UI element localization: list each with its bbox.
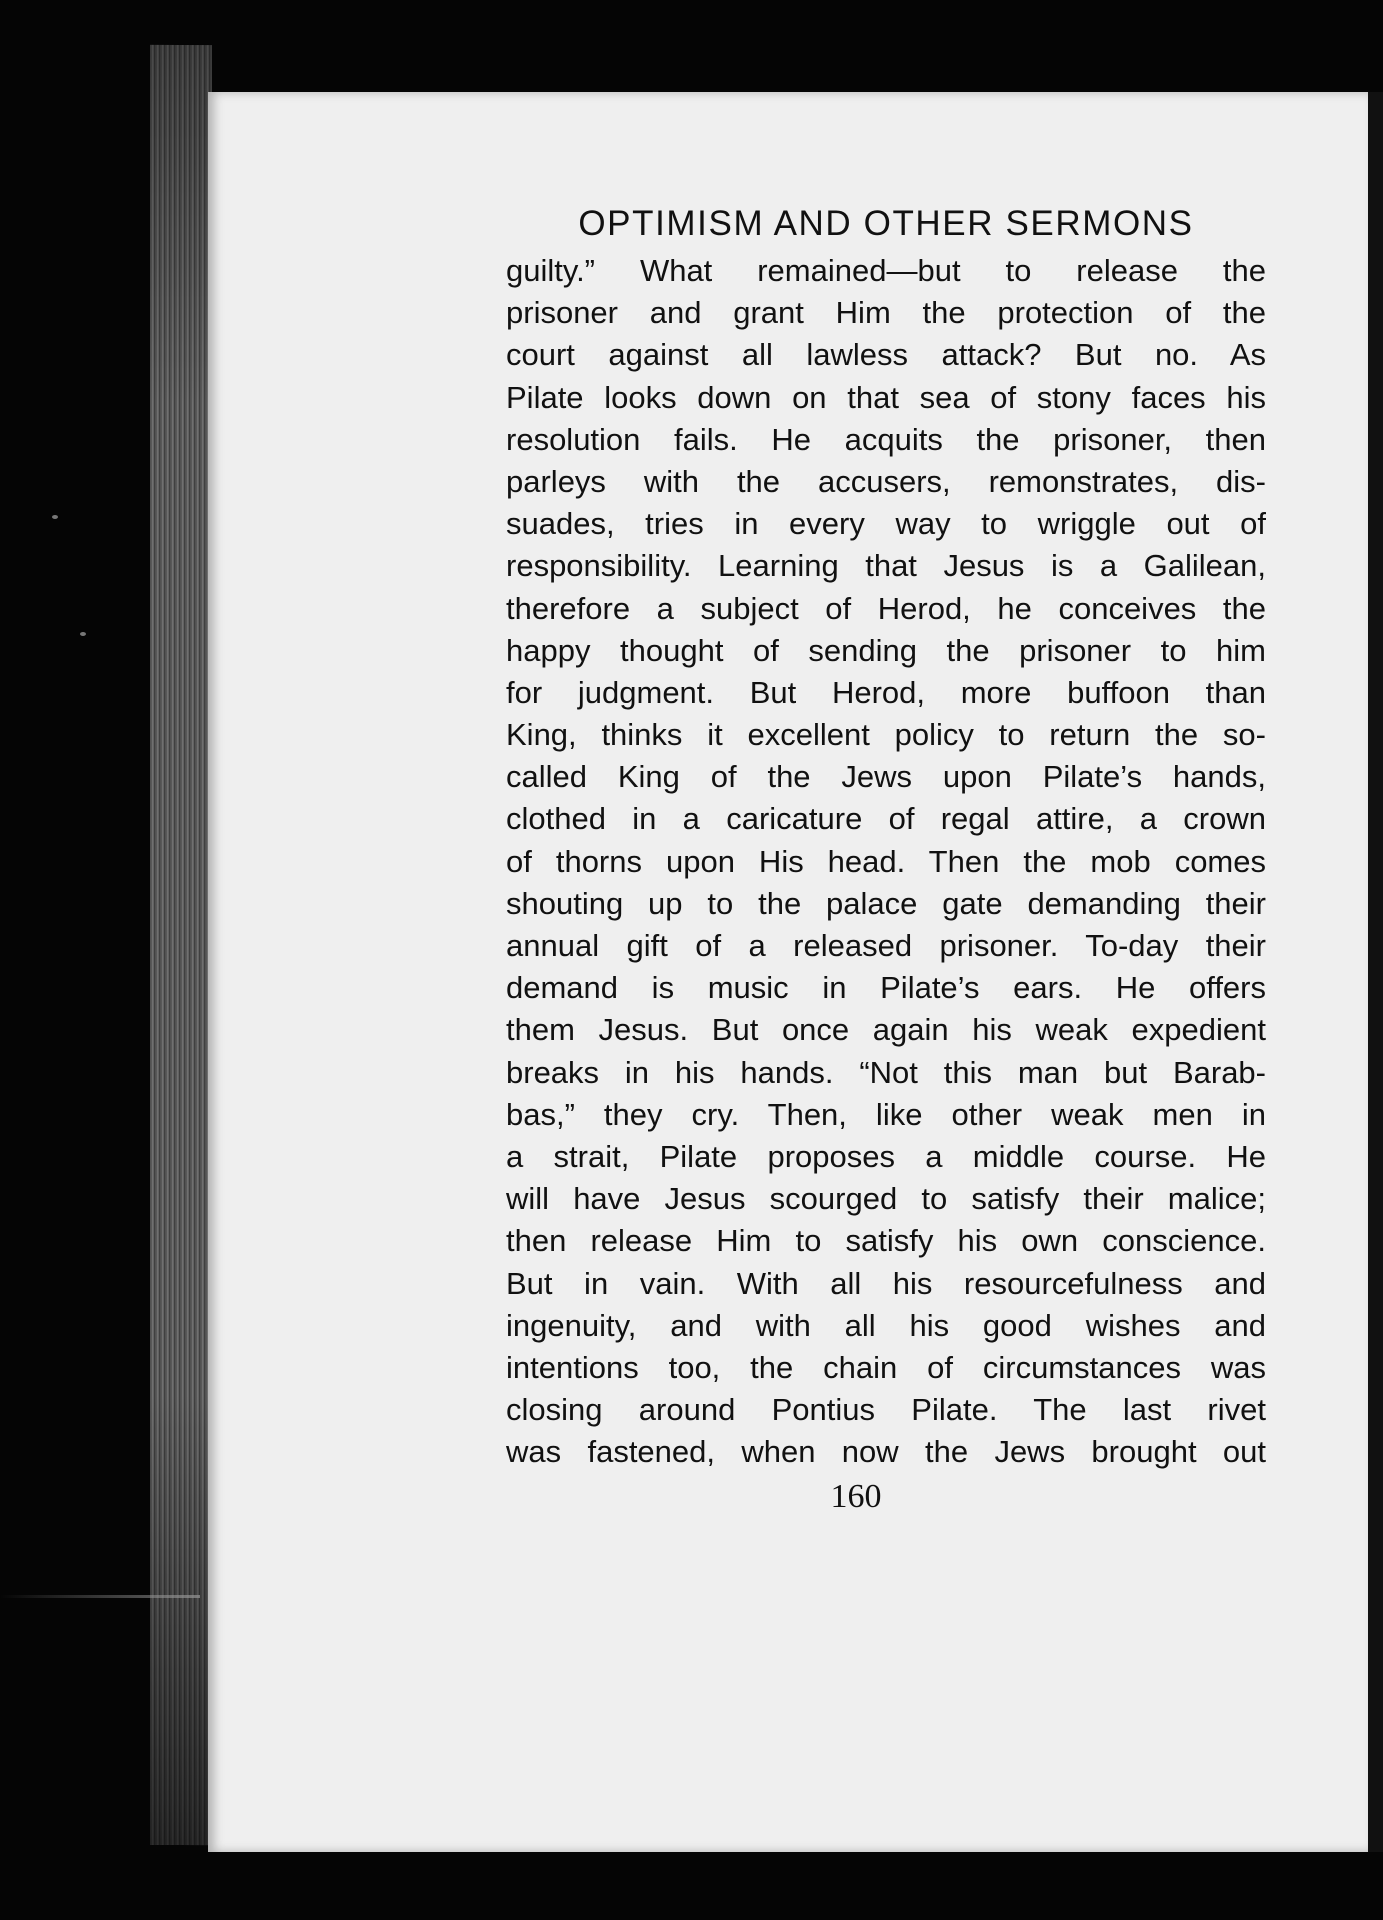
text-line: intentions too, the chain of circumstances was <box>506 1349 1266 1385</box>
text-line: guilty.” What remained—but to release the <box>506 253 1266 288</box>
text-line: King, thinks it excellent policy to return the so- <box>506 717 1266 753</box>
text-line: suades, tries in every way to wriggle out of <box>506 506 1266 542</box>
text-line: will have Jesus scourged to satisfy their malice; <box>506 1181 1266 1217</box>
page-number: 160 <box>830 1478 882 1516</box>
text-line: of thorns upon His head. Then the mob comes <box>506 843 1266 879</box>
text-line: parleys with the accusers, remonstrates, dis- <box>506 463 1266 499</box>
running-head: OPTIMISM AND OTHER SERMONS <box>578 204 1194 243</box>
text-line: clothed in a caricature of regal attire, a crown <box>506 801 1266 837</box>
text-line: shouting up to the palace gate demanding their <box>506 885 1266 921</box>
text-line: responsibility. Learning that Jesus is a Galilean, <box>506 548 1266 584</box>
page-right-edge <box>1368 92 1383 1852</box>
page-text <box>506 200 1266 1519</box>
text-line: them Jesus. But once again his weak expedient <box>506 1012 1266 1048</box>
scan-speck <box>80 632 86 636</box>
text-line: a strait, Pilate proposes a middle course. He <box>506 1138 1266 1174</box>
text-line: prisoner and grant Him the protection of the <box>506 295 1266 331</box>
text-line: demand is music in Pilate’s ears. He offers <box>506 970 1266 1006</box>
scan-artifact-line <box>0 1595 200 1598</box>
scan-speck <box>52 515 58 519</box>
text-line: annual gift of a released prisoner. To-day their <box>506 928 1266 963</box>
text-line: But in vain. With all his resourcefulness and <box>506 1265 1266 1301</box>
text-line: breaks in his hands. “Not this man but Barab- <box>506 1054 1266 1090</box>
text-line: bas,” they cry. Then, like other weak men in <box>506 1096 1266 1132</box>
text-line: Pilate looks down on that sea of stony faces his <box>506 379 1266 415</box>
text-line: court against all lawless attack? But no. As <box>506 337 1266 373</box>
text-line: happy thought of sending the prisoner to him <box>506 632 1266 668</box>
page-block-edge <box>150 45 212 1845</box>
text-line: called King of the Jews upon Pilate’s hands, <box>506 759 1266 795</box>
text-line: ingenuity, and with all his good wishes and <box>506 1307 1266 1343</box>
text-line: therefore a subject of Herod, he conceives the <box>506 590 1266 626</box>
text-line: was fastened, when now the Jews brought out <box>506 1434 1266 1470</box>
text-line: then release Him to satisfy his own conscience. <box>506 1223 1266 1259</box>
text-line: for judgment. But Herod, more buffoon than <box>506 674 1266 710</box>
text-line: closing around Pontius Pilate. The last rivet <box>506 1392 1266 1428</box>
text-line: resolution fails. He acquits the prisoner, then <box>506 421 1266 457</box>
body-text <box>506 250 1266 1473</box>
